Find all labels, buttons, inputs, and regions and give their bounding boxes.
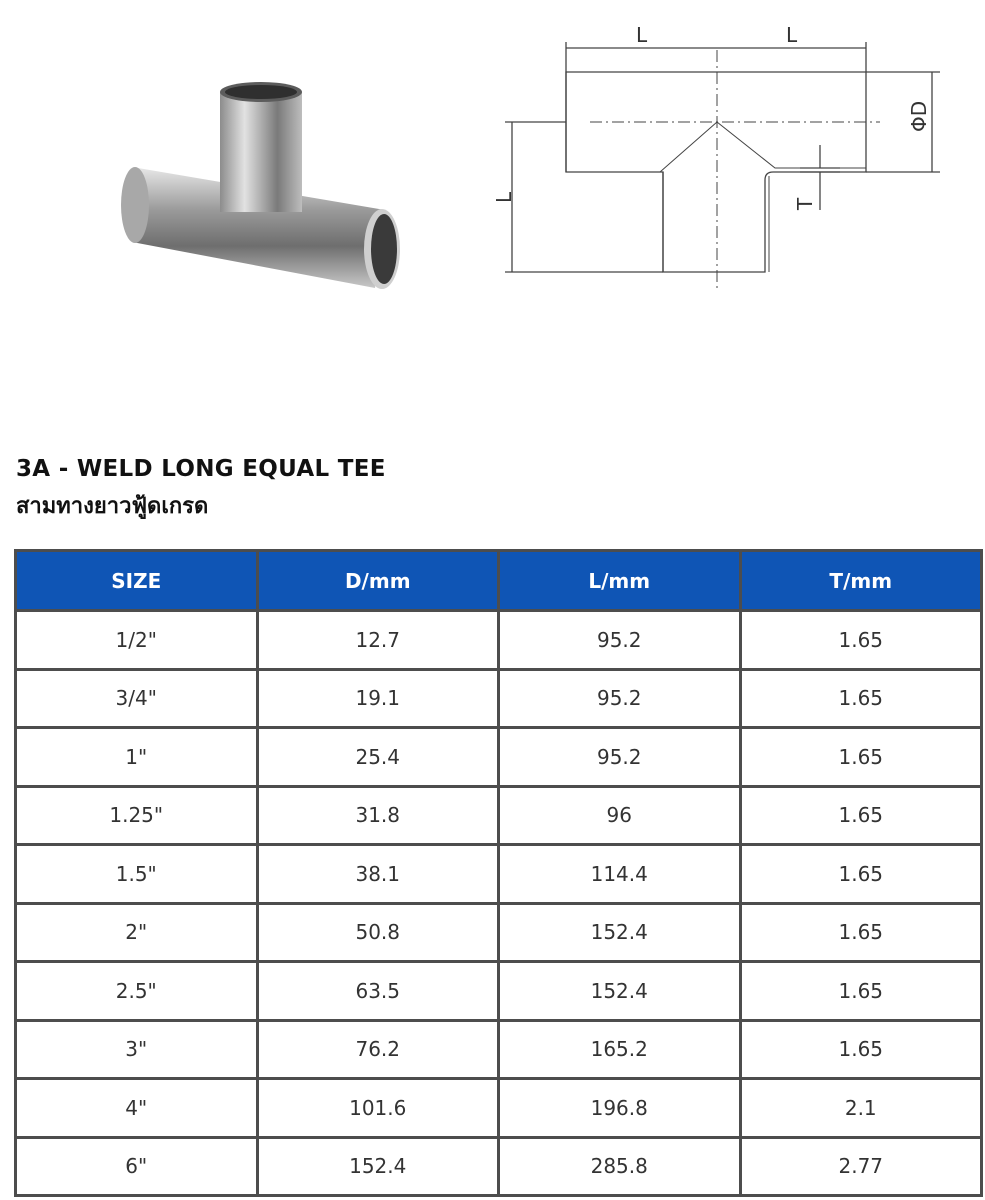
product-figure — [0, 0, 985, 300]
table-row — [16, 903, 982, 962]
cell-size: 3" — [16, 1020, 258, 1079]
cell-size: 4" — [16, 1079, 258, 1138]
cell-t: 1.65 — [740, 962, 982, 1021]
column-header-l: L/mm — [499, 551, 741, 611]
cell-l: 152.4 — [499, 903, 741, 962]
cell-size: 1/2" — [16, 611, 258, 670]
cell-d: 38.1 — [257, 845, 499, 904]
cell-size: 6" — [16, 1137, 258, 1196]
page-title: 3A - WELD LONG EQUAL TEE — [16, 456, 386, 482]
cell-d: 63.5 — [257, 962, 499, 1021]
dim-label-l-side: L — [492, 191, 516, 203]
dimension-labels — [492, 23, 931, 211]
cell-d: 76.2 — [257, 1020, 499, 1079]
cell-l: 165.2 — [499, 1020, 741, 1079]
cell-t: 2.1 — [740, 1079, 982, 1138]
table-row — [16, 845, 982, 904]
cell-size: 1.5" — [16, 845, 258, 904]
cell-t: 1.65 — [740, 786, 982, 845]
table-header-row — [16, 551, 982, 611]
cell-size: 3/4" — [16, 669, 258, 728]
cell-l: 95.2 — [499, 611, 741, 670]
column-header-size: SIZE — [16, 551, 258, 611]
dim-label-l-top-left: L — [636, 23, 648, 47]
table-row — [16, 728, 982, 787]
table-row — [16, 1137, 982, 1196]
dim-label-l-top-right: L — [786, 23, 798, 47]
cell-l: 96 — [499, 786, 741, 845]
tee-photo — [121, 82, 400, 289]
cell-t: 2.77 — [740, 1137, 982, 1196]
dim-label-od: ΦD — [907, 100, 931, 132]
cell-size: 2.5" — [16, 962, 258, 1021]
cell-d: 25.4 — [257, 728, 499, 787]
cell-d: 12.7 — [257, 611, 499, 670]
table-row — [16, 669, 982, 728]
tee-technical-drawing — [505, 42, 940, 290]
cell-l: 285.8 — [499, 1137, 741, 1196]
cell-l: 152.4 — [499, 962, 741, 1021]
cell-l: 196.8 — [499, 1079, 741, 1138]
column-header-d: D/mm — [257, 551, 499, 611]
cell-t: 1.65 — [740, 903, 982, 962]
cell-l: 114.4 — [499, 845, 741, 904]
cell-t: 1.65 — [740, 845, 982, 904]
table-row — [16, 611, 982, 670]
column-header-t: T/mm — [740, 551, 982, 611]
table-row — [16, 962, 982, 1021]
table-row — [16, 1079, 982, 1138]
cell-d: 152.4 — [257, 1137, 499, 1196]
cell-size: 1" — [16, 728, 258, 787]
cell-d: 19.1 — [257, 669, 499, 728]
cell-d: 50.8 — [257, 903, 499, 962]
cell-d: 101.6 — [257, 1079, 499, 1138]
cell-t: 1.65 — [740, 728, 982, 787]
spec-table — [14, 549, 983, 1197]
cell-size: 1.25" — [16, 786, 258, 845]
dim-label-thickness: T — [793, 197, 817, 210]
tee-illustration — [0, 0, 985, 300]
cell-t: 1.65 — [740, 611, 982, 670]
cell-t: 1.65 — [740, 669, 982, 728]
cell-l: 95.2 — [499, 669, 741, 728]
table-row — [16, 786, 982, 845]
page-subtitle-thai: สามทางยาวฟู้ดเกรด — [16, 494, 209, 519]
cell-t: 1.65 — [740, 1020, 982, 1079]
cell-size: 2" — [16, 903, 258, 962]
cell-d: 31.8 — [257, 786, 499, 845]
heading — [16, 456, 386, 523]
cell-l: 95.2 — [499, 728, 741, 787]
table-row — [16, 1020, 982, 1079]
